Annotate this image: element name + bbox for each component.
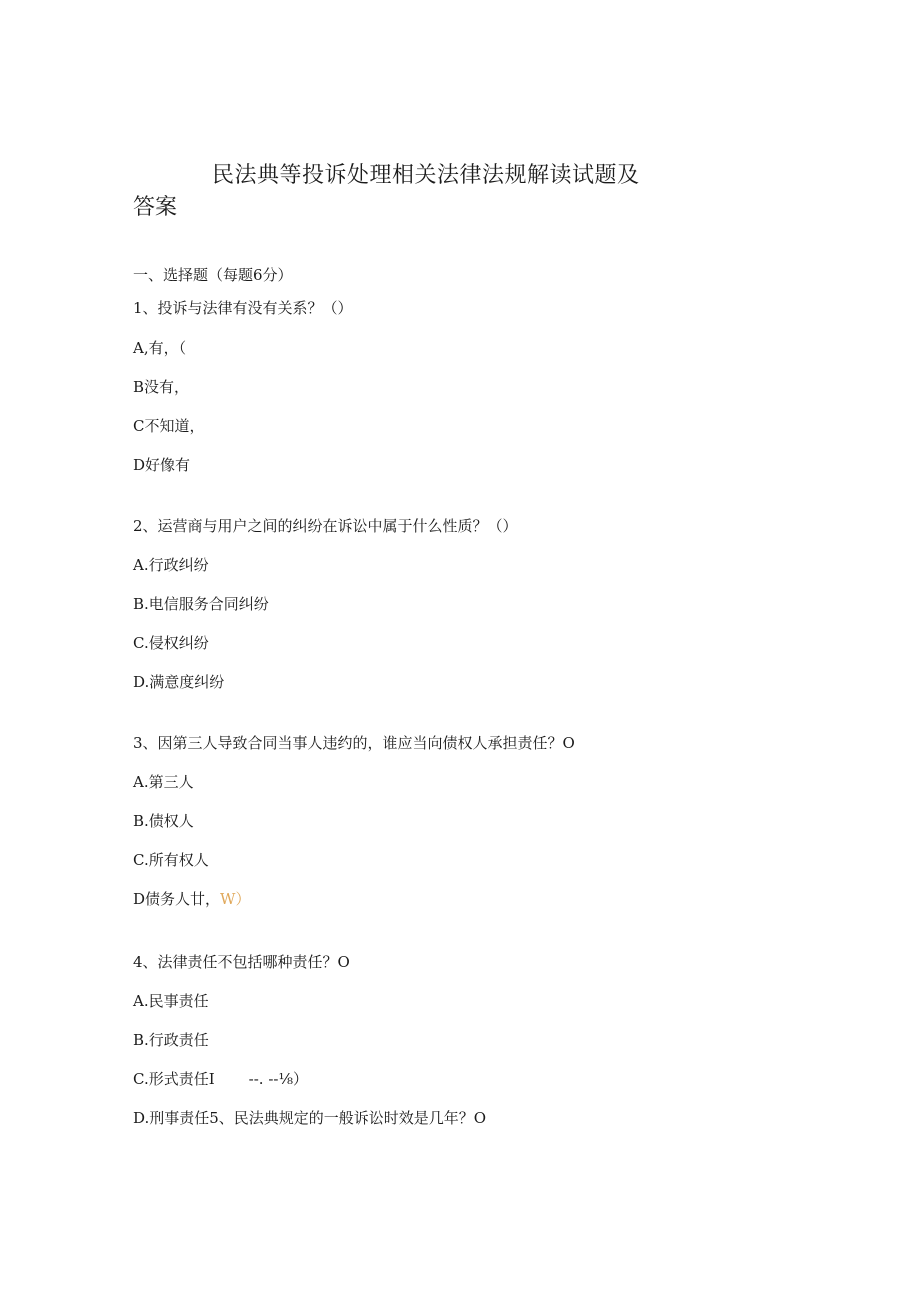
question-4-option-a: A.民事责任 bbox=[133, 992, 209, 1010]
question-2-option-c: C.侵权纠纷 bbox=[133, 634, 209, 652]
question-1-option-b: B没有， bbox=[133, 378, 190, 396]
section-heading: 一、选择题（每题6分） bbox=[133, 266, 293, 284]
question-2-option-a: A.行政纠纷 bbox=[133, 556, 209, 574]
question-4-option-c-artifact: --. --⅛） bbox=[248, 1070, 308, 1088]
question-3-stem: 3、因第三人导致合同当事人违约的，谁应当向债权人承担责任？O bbox=[133, 734, 575, 752]
question-3-option-b: B.债权人 bbox=[133, 812, 194, 830]
question-2-option-b: B.电信服务合同纠纷 bbox=[133, 595, 269, 613]
question-4-option-b: B.行政责任 bbox=[133, 1031, 209, 1049]
question-1-option-a: A,有，（ bbox=[133, 339, 187, 357]
question-4-option-c-text: C.形式责任I bbox=[133, 1070, 215, 1088]
question-1-stem: 1、投诉与法律有没有关系？（） bbox=[133, 299, 353, 317]
answer-mark: W） bbox=[220, 890, 251, 908]
question-3-option-a: A.第三人 bbox=[133, 773, 194, 791]
question-4-stem: 4、法律责任不包括哪种责任？O bbox=[133, 953, 350, 971]
question-3-option-d-text: D债务人廿， bbox=[133, 890, 221, 908]
question-4-option-d-and-question-5: D.刑事责任5、民法典规定的一般诉讼时效是几年？O bbox=[133, 1109, 487, 1127]
document-title: 民法典等投诉处理相关法律法规解读试题及 bbox=[212, 163, 640, 188]
question-2-stem: 2、运营商与用户之间的纠纷在诉讼中属于什么性质？（） bbox=[133, 517, 518, 535]
question-1-option-d: D好像有 bbox=[133, 456, 191, 474]
question-3-option-d bbox=[133, 889, 250, 909]
question-1-option-c: C不知道， bbox=[133, 417, 205, 435]
question-4-option-c bbox=[133, 1069, 308, 1089]
document-title-continued: 答案 bbox=[133, 195, 178, 220]
question-2-option-d: D.满意度纠纷 bbox=[133, 673, 225, 691]
question-3-option-c: C.所有权人 bbox=[133, 851, 209, 869]
